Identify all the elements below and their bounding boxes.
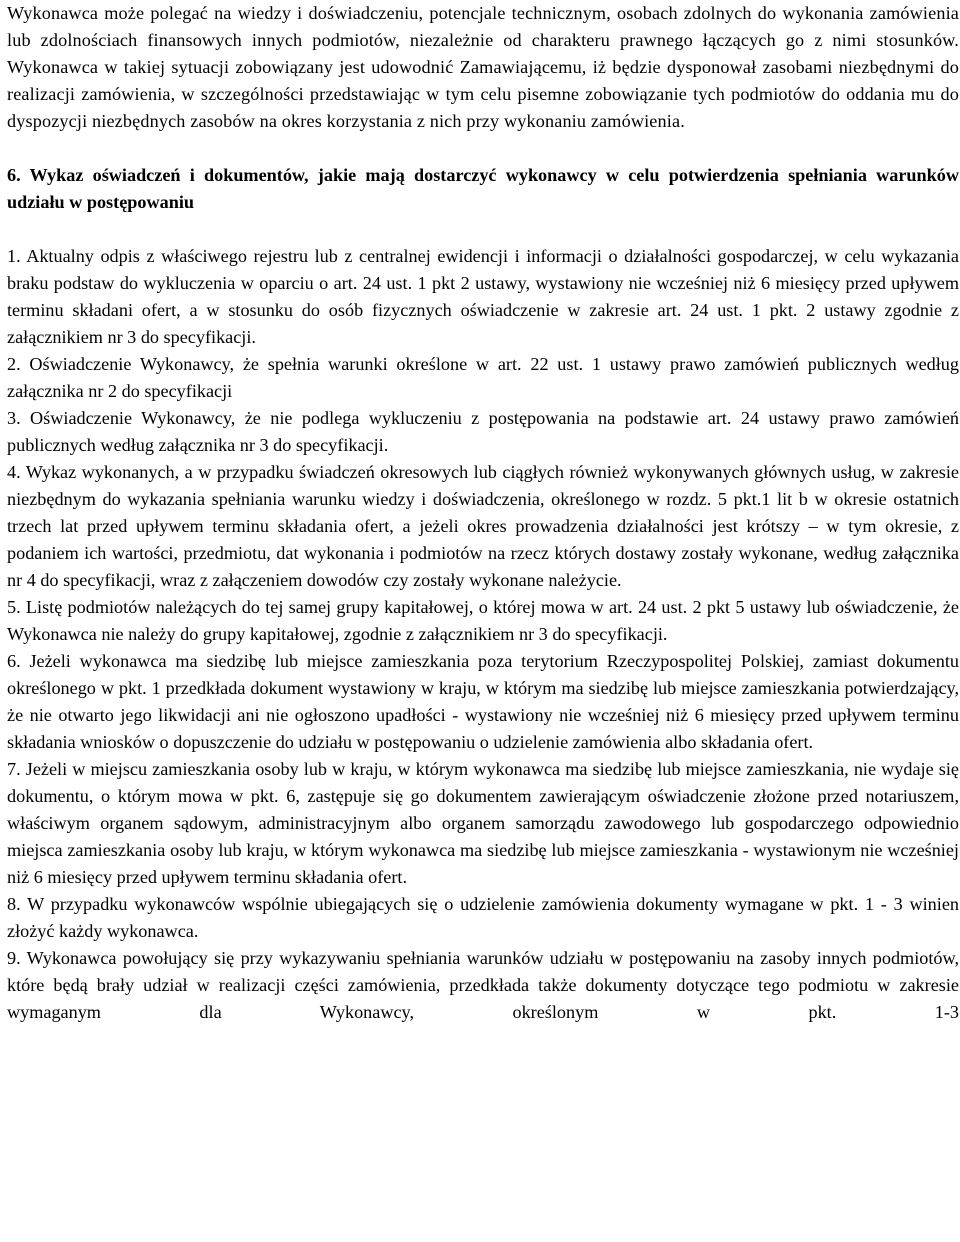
list-item: 3. Oświadczenie Wykonawcy, że nie podlega wykluczeniu z postępowania na podstawie art. 24 ustawy prawo zamówień publicznych według załącznika nr 3 do specyfikacji.	[7, 408, 959, 455]
list-item: 8. W przypadku wykonawców wspólnie ubiegających się o udzielenie zamówienia dokumenty wymagane w pkt. 1 - 3 winien złożyć każdy wykonawca.	[7, 894, 959, 941]
list-item: 1. Aktualny odpis z właściwego rejestru lub z centralnej ewidencji i informacji o działalności gospodarczej, w celu wykazania braku podstaw do wykluczenia w oparciu o art. 24 ust. 1 pkt 2 ustawy, wystawiony nie wcześniej niż 6 miesięcy przed upływem terminu składani ofert, a w stosunku do osób fizycznych oświadczenie w zakresie art. 24 ust. 1 pkt. 2 ustawy zgodnie z załącznikiem nr 3 do specyfikacji.	[7, 246, 959, 347]
list-item: 9. Wykonawca powołujący się przy wykazywaniu spełniania warunków udziału w postępowaniu na zasoby innych podmiotów, które będą brały udział w realizacji części zamówienia, przedkłada także dokumenty dotyczące tego podmiotu w zakresie wymaganym dla Wykonawcy, określonym w pkt. 1-3	[7, 948, 959, 1022]
list-item: 4. Wykaz wykonanych, a w przypadku świadczeń okresowych lub ciągłych również wykonywanych głównych usług, w zakresie niezbędnym do wykazania spełniania warunku wiedzy i doświadczenia, określonego w rozdz. 5 pkt.1 lit b w okresie ostatnich trzech lat przed upływem terminu składania ofert, a jeżeli okres prowadzenia działalności jest krótszy – w tym okresie, z podaniem ich wartości, przedmiotu, dat wykonania i podmiotów na rzecz których dostawy zostały wykonane, według załącznika nr 4 do specyfikacji, wraz z załączeniem dowodów czy zostały wykonane należycie.	[7, 462, 959, 590]
section-heading: 6. Wykaz oświadczeń i dokumentów, jakie mają dostarczyć wykonawcy w celu potwierdzenia spełniania warunków udziału w postępowaniu	[7, 165, 959, 212]
list-item: 7. Jeżeli w miejscu zamieszkania osoby lub w kraju, w którym wykonawca ma siedzibę lub miejsce zamieszkania, nie wydaje się dokumentu, o którym mowa w pkt. 6, zastępuje się go dokumentem zawierającym oświadczenie złożone przed notariuszem, właściwym organem sądowym, administracyjnym albo organem samorządu zawodowego lub gospodarczego odpowiednio miejsca zamieszkania osoby lub kraju, w którym wykonawca ma siedzibę lub miejsce zamieszkania - wystawionym nie wcześniej niż 6 miesięcy przed upływem terminu składania ofert.	[7, 759, 959, 887]
list-item: 2. Oświadczenie Wykonawcy, że spełnia warunki określone w art. 22 ust. 1 ustawy prawo zamówień publicznych według załącznika nr 2 do specyfikacji	[7, 354, 959, 401]
document-page	[7, 0, 959, 1026]
list-item: 6. Jeżeli wykonawca ma siedzibę lub miejsce zamieszkania poza terytorium Rzeczypospolitej Polskiej, zamiast dokumentu określonego w pkt. 1 przedkłada dokument wystawiony w kraju, w którym ma siedzibę lub miejsce zamieszkania potwierdzający, że nie otwarto jego likwidacji ani nie ogłoszono upadłości - wystawiony nie wcześniej niż 6 miesięcy przed upływem terminu składania wniosków o dopuszczenie do udziału w postępowaniu o udzielenie zamówienia albo składania ofert.	[7, 651, 959, 752]
intro-paragraph: Wykonawca może polegać na wiedzy i doświadczeniu, potencjale technicznym, osobach zdolnych do wykonania zamówienia lub zdolnościach finansowych innych podmiotów, niezależnie od charakteru prawnego łączących go z nimi stosunków. Wykonawca w takiej sytuacji zobowiązany jest udowodnić Zamawiającemu, iż będzie dysponował zasobami niezbędnymi do realizacji zamówienia, w szczególności przedstawiając w tym celu pisemne zobowiązanie tych podmiotów do oddania mu do dyspozycji niezbędnych zasobów na okres korzystania z nich przy wykonaniu zamówienia.	[7, 3, 959, 131]
list-item: 5. Listę podmiotów należących do tej samej grupy kapitałowej, o której mowa w art. 24 ust. 2 pkt 5 ustawy lub oświadczenie, że Wykonawca nie należy do grupy kapitałowej, zgodnie z załącznikiem nr 3 do specyfikacji.	[7, 597, 959, 644]
requirements-list	[7, 243, 959, 1026]
